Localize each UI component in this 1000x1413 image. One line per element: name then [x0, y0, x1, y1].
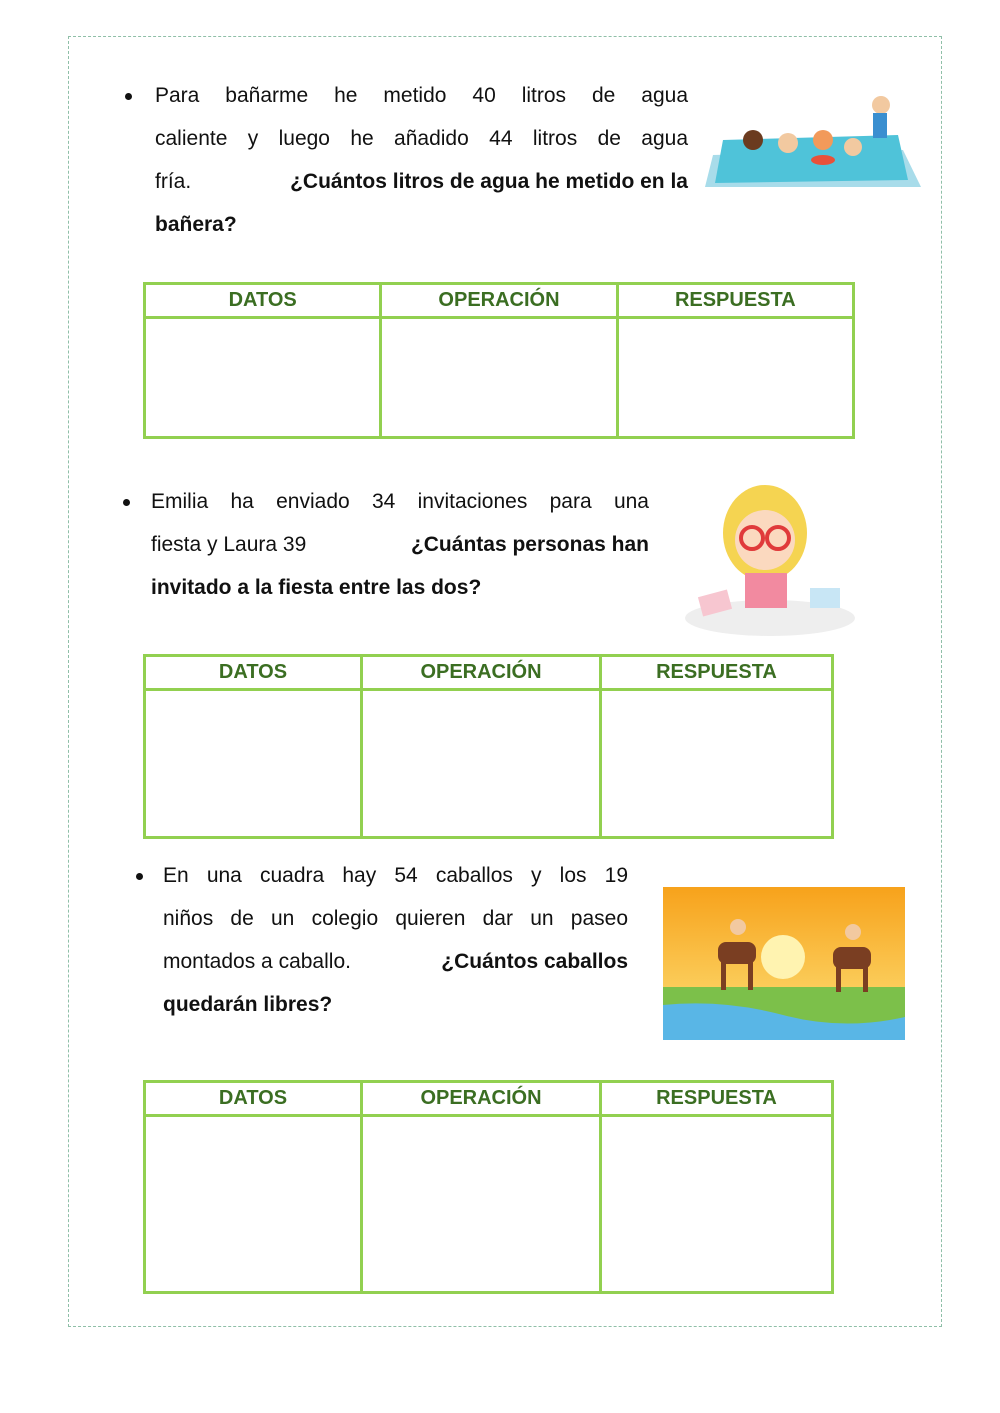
text: Para bañarme he metido 40 litros de agua [155, 84, 688, 107]
header-operacion: OPERACIÓN [362, 656, 601, 690]
text: Emilia ha enviado 34 invitaciones para una [151, 490, 649, 513]
text-line [163, 983, 628, 1026]
text: En una cuadra hay 54 caballos y los 19 [163, 864, 628, 887]
problem-3-text [163, 854, 628, 1026]
pool-children-illustration [703, 95, 923, 192]
question-bold: bañera? [155, 213, 237, 236]
text-line [163, 940, 628, 983]
header-datos: DATOS [145, 1082, 362, 1116]
header-respuesta: RESPUESTA [617, 284, 853, 318]
bullet [136, 873, 143, 880]
datos-cell[interactable] [145, 318, 381, 438]
text-line [155, 74, 688, 117]
header-datos: DATOS [145, 284, 381, 318]
text: fría. [155, 170, 198, 193]
respuesta-cell[interactable] [617, 318, 853, 438]
question-bold: ¿Cuántos caballos [441, 950, 628, 973]
question-bold: ¿Cuántos litros de agua he metido en la [290, 170, 688, 193]
respuesta-cell[interactable] [601, 1116, 833, 1293]
answer-table-3 [143, 1080, 834, 1294]
problem-2-text [151, 480, 649, 609]
text: caliente y luego he añadido 44 litros de agua [155, 127, 688, 150]
datos-cell[interactable] [145, 1116, 362, 1293]
bullet [125, 93, 132, 100]
header-datos: DATOS [145, 656, 362, 690]
header-respuesta: RESPUESTA [601, 656, 833, 690]
question-bold: ¿Cuántas personas han [410, 533, 649, 556]
header-respuesta: RESPUESTA [601, 1082, 833, 1116]
datos-cell[interactable] [145, 690, 362, 838]
girl-with-invitations-illustration [680, 478, 858, 640]
header-operacion: OPERACIÓN [381, 284, 617, 318]
header-operacion: OPERACIÓN [362, 1082, 601, 1116]
problem-1-text [155, 74, 688, 246]
text-line [163, 854, 628, 897]
text-line [163, 897, 628, 940]
respuesta-cell[interactable] [601, 690, 833, 838]
operacion-cell[interactable] [362, 1116, 601, 1293]
text: fiesta y Laura 39 [151, 533, 313, 556]
operacion-cell[interactable] [381, 318, 617, 438]
answer-table-2 [143, 654, 834, 839]
bullet [123, 499, 130, 506]
text-line [155, 203, 688, 246]
answer-table-1 [143, 282, 855, 439]
question-bold: quedarán libres? [163, 993, 333, 1016]
question-bold: invitado a la fiesta entre las dos? [151, 576, 482, 599]
text-line [151, 480, 649, 523]
text-line [155, 117, 688, 160]
text-line [151, 523, 649, 566]
text-line [151, 566, 649, 609]
horses-sunset-illustration [663, 887, 905, 1040]
text: montados a caballo. [163, 950, 357, 973]
text-line [155, 160, 688, 203]
operacion-cell[interactable] [362, 690, 601, 838]
text: niños de un colegio quieren dar un paseo [163, 907, 628, 930]
